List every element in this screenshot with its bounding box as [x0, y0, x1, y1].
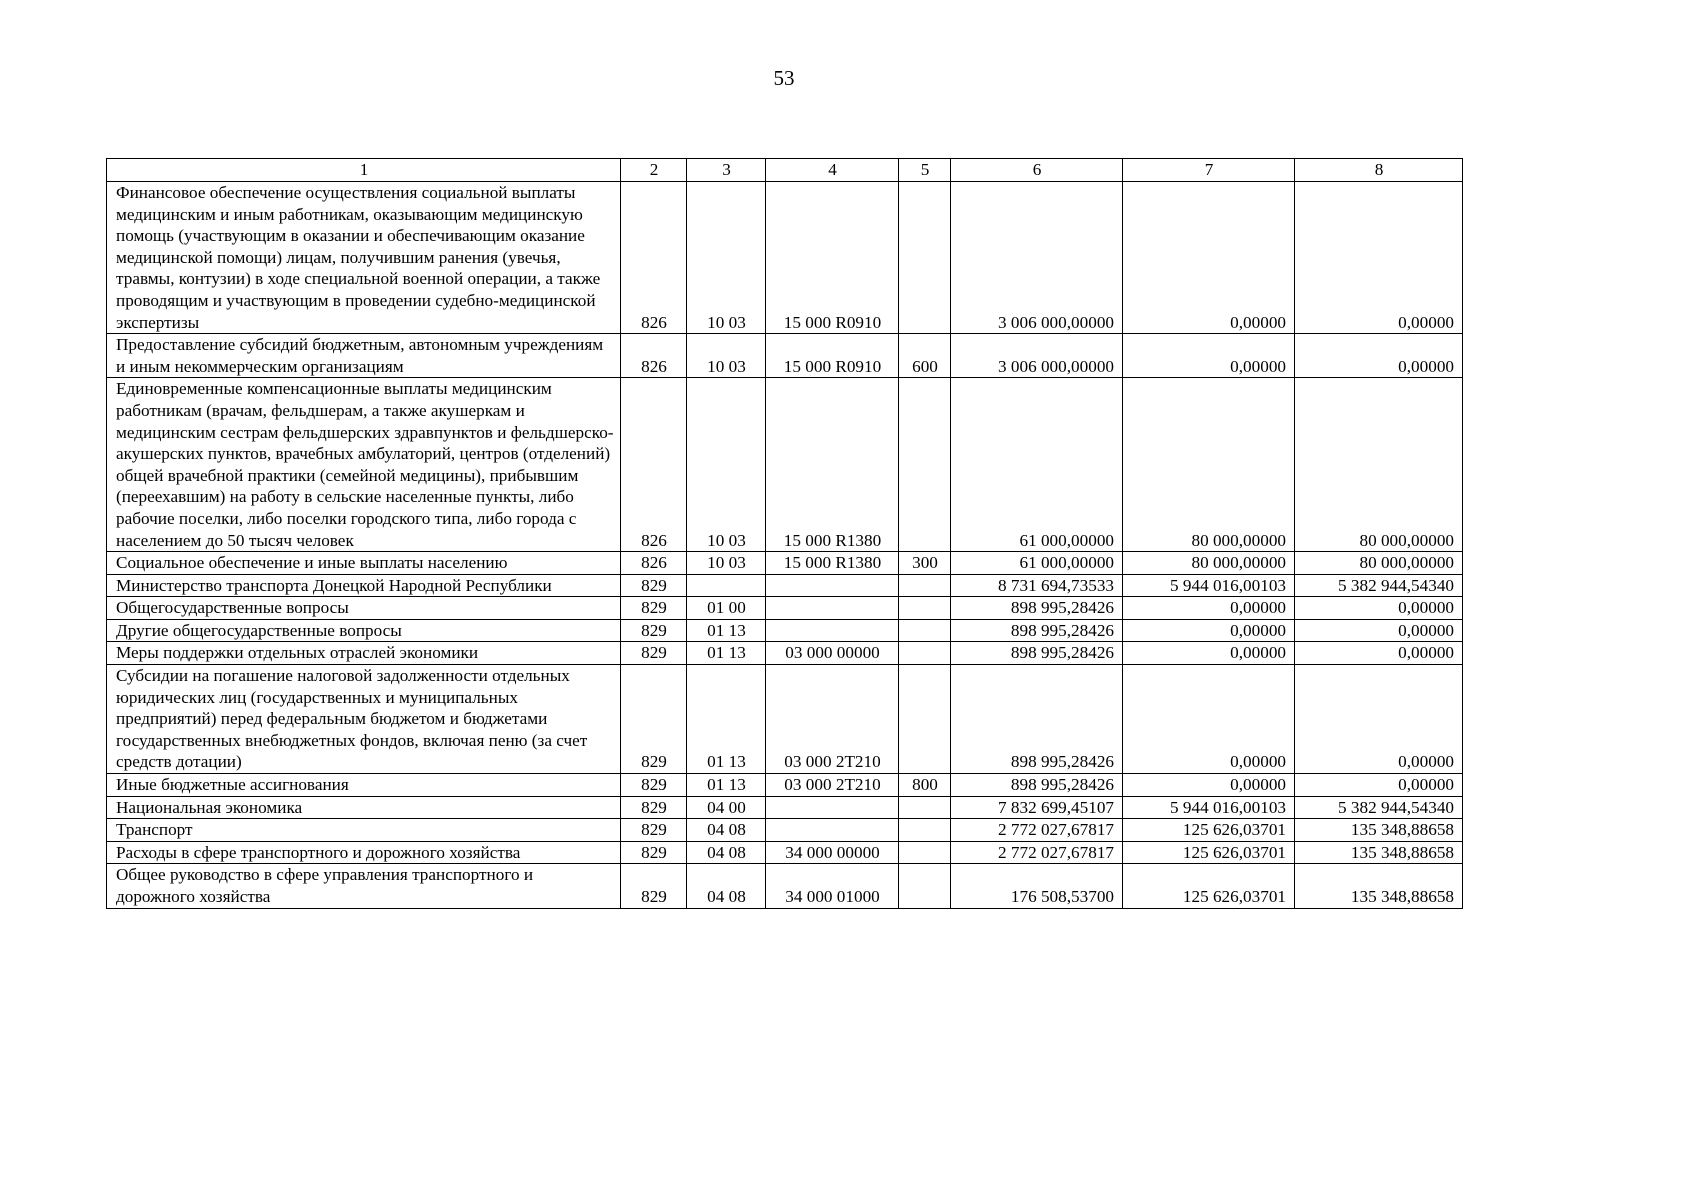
admin-code: 829: [621, 619, 687, 642]
table-row: [107, 334, 1463, 378]
section-code: 04 08: [687, 841, 766, 864]
table-header-row: [107, 159, 1463, 182]
amount-col-8: 0,00000: [1295, 619, 1463, 642]
admin-code: 829: [621, 819, 687, 842]
admin-code: 829: [621, 796, 687, 819]
table-row: [107, 619, 1463, 642]
expense-type-code: [899, 597, 951, 620]
table-row: [107, 796, 1463, 819]
section-code: 10 03: [687, 334, 766, 378]
amount-col-8: 135 348,88658: [1295, 819, 1463, 842]
page-number: 53: [773, 66, 795, 90]
amount-col-8: 80 000,00000: [1295, 552, 1463, 575]
table-row: [107, 597, 1463, 620]
row-description: Социальное обеспечение и иные выплаты населению: [107, 552, 621, 575]
admin-code: 826: [621, 552, 687, 575]
admin-code: 829: [621, 574, 687, 597]
expense-type-code: [899, 642, 951, 665]
admin-code: 829: [621, 597, 687, 620]
admin-code: 829: [621, 864, 687, 908]
target-code: 15 000 R0910: [766, 182, 899, 334]
section-code: 04 08: [687, 864, 766, 908]
amount-col-7: 0,00000: [1123, 619, 1295, 642]
column-header: 8: [1295, 159, 1463, 182]
amount-col-6: 2 772 027,67817: [951, 819, 1123, 842]
table-body: [107, 159, 1463, 909]
target-code: [766, 574, 899, 597]
amount-col-8: 5 382 944,54340: [1295, 796, 1463, 819]
table-row: [107, 864, 1463, 908]
admin-code: 826: [621, 378, 687, 552]
amount-col-8: 80 000,00000: [1295, 378, 1463, 552]
target-code: 03 000 00000: [766, 642, 899, 665]
target-code: 03 000 2Т210: [766, 774, 899, 797]
expense-type-code: [899, 796, 951, 819]
row-description: Финансовое обеспечение осуществления социальной выплаты медицинским и иным работникам, оказывающим медицинскую помощь (участвующим в оказании и обеспечивающим оказание медицинской помощи) лицам, получившим ранения (увечья, травмы, контузии) в ходе специальной военной операции, а также проводящим и участвующим в проведении судебно-медицинской экспертизы: [107, 182, 621, 334]
expense-type-code: 300: [899, 552, 951, 575]
table-row: [107, 552, 1463, 575]
target-code: 15 000 R1380: [766, 552, 899, 575]
section-code: 10 03: [687, 378, 766, 552]
expense-type-code: [899, 574, 951, 597]
expense-type-code: [899, 378, 951, 552]
amount-col-7: 0,00000: [1123, 334, 1295, 378]
amount-col-8: 0,00000: [1295, 334, 1463, 378]
section-code: 01 13: [687, 619, 766, 642]
expense-type-code: [899, 819, 951, 842]
section-code: 10 03: [687, 552, 766, 575]
row-description: Расходы в сфере транспортного и дорожного хозяйства: [107, 841, 621, 864]
amount-col-7: 5 944 016,00103: [1123, 574, 1295, 597]
amount-col-6: 898 995,28426: [951, 597, 1123, 620]
admin-code: 829: [621, 774, 687, 797]
target-code: 03 000 2Т210: [766, 665, 899, 774]
target-code: [766, 819, 899, 842]
section-code: 04 08: [687, 819, 766, 842]
amount-col-6: 61 000,00000: [951, 552, 1123, 575]
amount-col-6: 898 995,28426: [951, 774, 1123, 797]
amount-col-6: 2 772 027,67817: [951, 841, 1123, 864]
amount-col-7: 0,00000: [1123, 665, 1295, 774]
row-description: Транспорт: [107, 819, 621, 842]
amount-col-6: 3 006 000,00000: [951, 182, 1123, 334]
row-description: Общегосударственные вопросы: [107, 597, 621, 620]
amount-col-6: 61 000,00000: [951, 378, 1123, 552]
table-row: [107, 574, 1463, 597]
amount-col-7: 125 626,03701: [1123, 841, 1295, 864]
column-header: 2: [621, 159, 687, 182]
amount-col-7: 0,00000: [1123, 597, 1295, 620]
table-row: [107, 774, 1463, 797]
row-description: Меры поддержки отдельных отраслей экономики: [107, 642, 621, 665]
column-header: 1: [107, 159, 621, 182]
admin-code: 826: [621, 182, 687, 334]
section-code: 01 13: [687, 642, 766, 665]
amount-col-8: 0,00000: [1295, 774, 1463, 797]
row-description: Субсидии на погашение налоговой задолженности отдельных юридических лиц (государственных и муниципальных предприятий) перед федеральным бюджетом и бюджетами государственных внебюджетных фондов, включая пеню (за счет средств дотации): [107, 665, 621, 774]
row-description: Другие общегосударственные вопросы: [107, 619, 621, 642]
target-code: 34 000 01000: [766, 864, 899, 908]
target-code: 15 000 R0910: [766, 334, 899, 378]
expense-type-code: [899, 841, 951, 864]
amount-col-7: 0,00000: [1123, 774, 1295, 797]
section-code: 04 00: [687, 796, 766, 819]
amount-col-6: 7 832 699,45107: [951, 796, 1123, 819]
amount-col-7: 0,00000: [1123, 182, 1295, 334]
admin-code: 829: [621, 841, 687, 864]
table-row: [107, 642, 1463, 665]
amount-col-7: 80 000,00000: [1123, 552, 1295, 575]
admin-code: 826: [621, 334, 687, 378]
amount-col-8: 0,00000: [1295, 597, 1463, 620]
column-header: 4: [766, 159, 899, 182]
column-header: 5: [899, 159, 951, 182]
admin-code: 829: [621, 642, 687, 665]
table-row: [107, 182, 1463, 334]
column-header: 6: [951, 159, 1123, 182]
target-code: [766, 796, 899, 819]
table-row: [107, 841, 1463, 864]
admin-code: 829: [621, 665, 687, 774]
amount-col-7: 0,00000: [1123, 642, 1295, 665]
section-code: 01 00: [687, 597, 766, 620]
amount-col-8: 135 348,88658: [1295, 841, 1463, 864]
expense-type-code: 800: [899, 774, 951, 797]
target-code: [766, 597, 899, 620]
amount-col-6: 8 731 694,73533: [951, 574, 1123, 597]
expense-type-code: [899, 665, 951, 774]
table-row: [107, 378, 1463, 552]
row-description: Министерство транспорта Донецкой Народной Республики: [107, 574, 621, 597]
budget-table: [106, 158, 1463, 909]
section-code: 10 03: [687, 182, 766, 334]
section-code: [687, 574, 766, 597]
amount-col-6: 176 508,53700: [951, 864, 1123, 908]
amount-col-6: 898 995,28426: [951, 619, 1123, 642]
column-header: 3: [687, 159, 766, 182]
expense-type-code: 600: [899, 334, 951, 378]
amount-col-8: 0,00000: [1295, 642, 1463, 665]
amount-col-8: 0,00000: [1295, 182, 1463, 334]
section-code: 01 13: [687, 665, 766, 774]
expense-type-code: [899, 182, 951, 334]
target-code: 34 000 00000: [766, 841, 899, 864]
amount-col-6: 898 995,28426: [951, 665, 1123, 774]
amount-col-6: 3 006 000,00000: [951, 334, 1123, 378]
amount-col-7: 125 626,03701: [1123, 819, 1295, 842]
expense-type-code: [899, 864, 951, 908]
target-code: [766, 619, 899, 642]
amount-col-7: 125 626,03701: [1123, 864, 1295, 908]
row-description: Предоставление субсидий бюджетным, автономным учреждениям и иным некоммерческим организациям: [107, 334, 621, 378]
table-row: [107, 819, 1463, 842]
expense-type-code: [899, 619, 951, 642]
amount-col-6: 898 995,28426: [951, 642, 1123, 665]
amount-col-8: 135 348,88658: [1295, 864, 1463, 908]
section-code: 01 13: [687, 774, 766, 797]
column-header: 7: [1123, 159, 1295, 182]
amount-col-7: 5 944 016,00103: [1123, 796, 1295, 819]
row-description: Иные бюджетные ассигнования: [107, 774, 621, 797]
row-description: Национальная экономика: [107, 796, 621, 819]
row-description: Единовременные компенсационные выплаты медицинским работникам (врачам, фельдшерам, а также акушеркам и медицинским сестрам фельдшерских здравпунктов и фельдшерско-акушерских пунктов, врачебных амбулаторий, центров (отделений) общей врачебной практики (семейной медицины), прибывшим (переехавшим) на работу в сельские населенные пункты, либо рабочие поселки, либо поселки городского типа, либо города с населением до 50 тысяч человек: [107, 378, 621, 552]
table-row: [107, 665, 1463, 774]
row-description: Общее руководство в сфере управления транспортного и дорожного хозяйства: [107, 864, 621, 908]
amount-col-8: 5 382 944,54340: [1295, 574, 1463, 597]
target-code: 15 000 R1380: [766, 378, 899, 552]
amount-col-8: 0,00000: [1295, 665, 1463, 774]
amount-col-7: 80 000,00000: [1123, 378, 1295, 552]
